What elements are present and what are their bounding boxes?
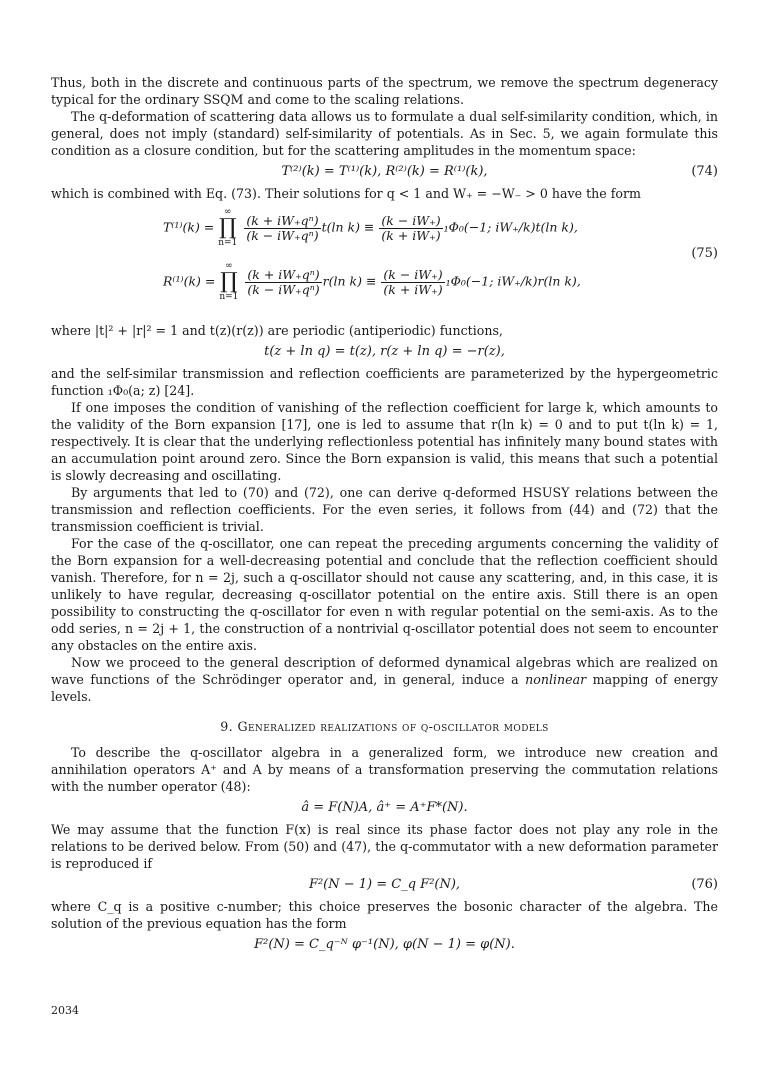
r-denominator: (k − iW₊qⁿ) [247,281,320,297]
product-upper-2: ∞ [225,261,233,271]
section-number: 9. [220,719,234,734]
product-lower: n=1 [218,238,238,248]
t-numerator: (k + iW₊qⁿ) [246,212,319,228]
t-denominator-2: (k + iW₊) [381,227,441,243]
paragraph-6: If one imposes the condition of vanishing of the reflection coefficient for large k, which amounts to the validity of the Born expansion [17], one is led to assume that r(ln k) = 0 and to put t(ln k) = 1, respectively. It is clear that the underlying reflectionless potential has infinitely many bound states with an accumulation point around zero. Since the Born expansion is valid, this means that such a potential is slowly decreasing and oscillating. [51,400,718,483]
t-lhs: T⁽¹⁾(k) = [163,219,215,235]
equation-transform [51,795,718,821]
paragraph-8: For the case of the q-oscillator, one can repeat the preceding arguments concerning the validity of the Born expansion for a well-decreasing potential and conclude that the reflection coefficient should vanish. Therefore, for n = 2j, such a q-oscillator should not cause any scattering, and, in this case, it is unlikely to have regular, decreasing q-oscillator potential on the entire axis. Still there is an open possibility to constructing the q-oscillator for even n with regular potential on the semi-axis. As to the odd series, n = 2j + 1, the construction of a nontrivial q-oscillator potential does not seem to encounter any obstacles on the entire axis. [51,536,718,653]
equation-solution [51,932,718,958]
paragraph-2: The q-deformation of scattering data allows us to formulate a dual self-similarity condition, which, in general, does not imply (standard) self-similarity of potentials. As in Sec. 5, we again formulate this condition as a closure condition, but for the scattering amplitudes in the momentum space: [51,109,718,158]
paragraph-5: and the self-similar transmission and reflection coefficients are parameterized by the hypergeometric function ₁Φ₀(a; z) [24]. [51,366,718,398]
product-upper: ∞ [224,207,232,217]
r-numerator: (k + iW₊qⁿ) [247,266,320,282]
paragraph-3: which is combined with Eq. (73). Their solutions for q < 1 and W₊ = −W₋ > 0 have the form [51,186,641,201]
equation-76-number: (76) [691,877,718,892]
equation-75-number: (75) [691,246,718,261]
paragraph-9 [51,654,718,705]
paragraph-7: By arguments that led to (70) and (72), one can derive q-deformed HSUSY relations between the transmission and reflection coefficients. For the even series, it follows from (44) and (72) that the transmission coefficient is trivial. [51,485,718,534]
equation-solution-body: F²(N) = C_q⁻ᴺ φ⁻¹(N), φ(N − 1) = φ(N). [254,937,515,952]
paper-page [51,74,718,958]
equation-75-r-line [163,262,581,302]
product-lower-2: n=1 [219,292,239,302]
equation-76-body: F²(N − 1) = C_q F²(N), [308,877,461,892]
paragraph-1: Thus, both in the discrete and continuous parts of the spectrum, we remove the spectrum degeneracy typical for the ordinary SSQM and come to the scaling relations. [51,75,718,107]
r-numerator-2: (k − iW₊) [383,266,443,282]
r-denominator-2: (k + iW₊) [383,281,443,297]
t-middle: t(ln k) ≡ [321,219,375,235]
r-tail: ₁Φ₀(−1; iW₊/k)r(ln k), [445,273,581,289]
equation-74-body: T⁽²⁾(k) = T⁽¹⁾(k), R⁽²⁾(k) = R⁽¹⁾(k), [281,164,488,179]
paragraph-9-emphasis: nonlinear [525,672,587,687]
paragraph-4: where |t|² + |r|² = 1 and t(z)(r(z)) are periodic (antiperiodic) functions, [51,323,503,338]
t-fraction-2 [379,214,442,243]
equation-75-t-line [163,208,578,248]
product-sign: ∏ [219,215,237,240]
product-sign-2: ∏ [220,269,238,294]
product-symbol [218,208,237,248]
equation-transform-body: â = F(N)A, â⁺ = A⁺F*(N). [301,800,468,815]
equation-74-number: (74) [691,164,718,179]
paragraph-9-start: Now we proceed to the general description of deformed dynamical algebras which are realized on wave functions of the Schrödinger operator and, in general, induce a [51,655,718,687]
t-numerator-2: (k − iW₊) [381,212,441,228]
equation-76 [51,872,718,898]
r-lhs: R⁽¹⁾(k) = [163,273,216,289]
paragraph-10: To describe the q-oscillator algebra in a generalized form, we introduce new creation and annihilation operators A⁺ and A by means of a transformation preserving the commutation relations with the number operator (48): [51,745,718,794]
paragraph-9-end: mapping of energy levels. [51,672,718,704]
r-fraction-2 [381,268,444,297]
r-middle: r(ln k) ≡ [322,273,377,289]
equation-75 [51,206,718,316]
r-fraction [245,268,321,297]
section-title: Generalized realizations of q-oscillator models [237,719,549,734]
t-fraction [244,214,320,243]
equation-74 [51,159,718,185]
t-tail: ₁Φ₀(−1; iW₊/k)t(ln k), [443,219,578,235]
equation-periodic [51,339,718,365]
section-heading [51,719,718,734]
page-number: 2034 [51,1004,79,1017]
equation-periodic-body: t(z + ln q) = t(z), r(z + ln q) = −r(z), [264,344,505,359]
t-denominator: (k − iW₊qⁿ) [246,227,319,243]
paragraph-11: We may assume that the function F(x) is real since its phase factor does not play any role in the relations to be derived below. From (50) and (47), the q-commutator with a new deformation parameter is reproduced if [51,822,718,871]
paragraph-12: where C_q is a positive c-number; this choice preserves the bosonic character of the algebra. The solution of the previous equation has the form [51,899,718,931]
product-symbol-2 [219,262,238,302]
